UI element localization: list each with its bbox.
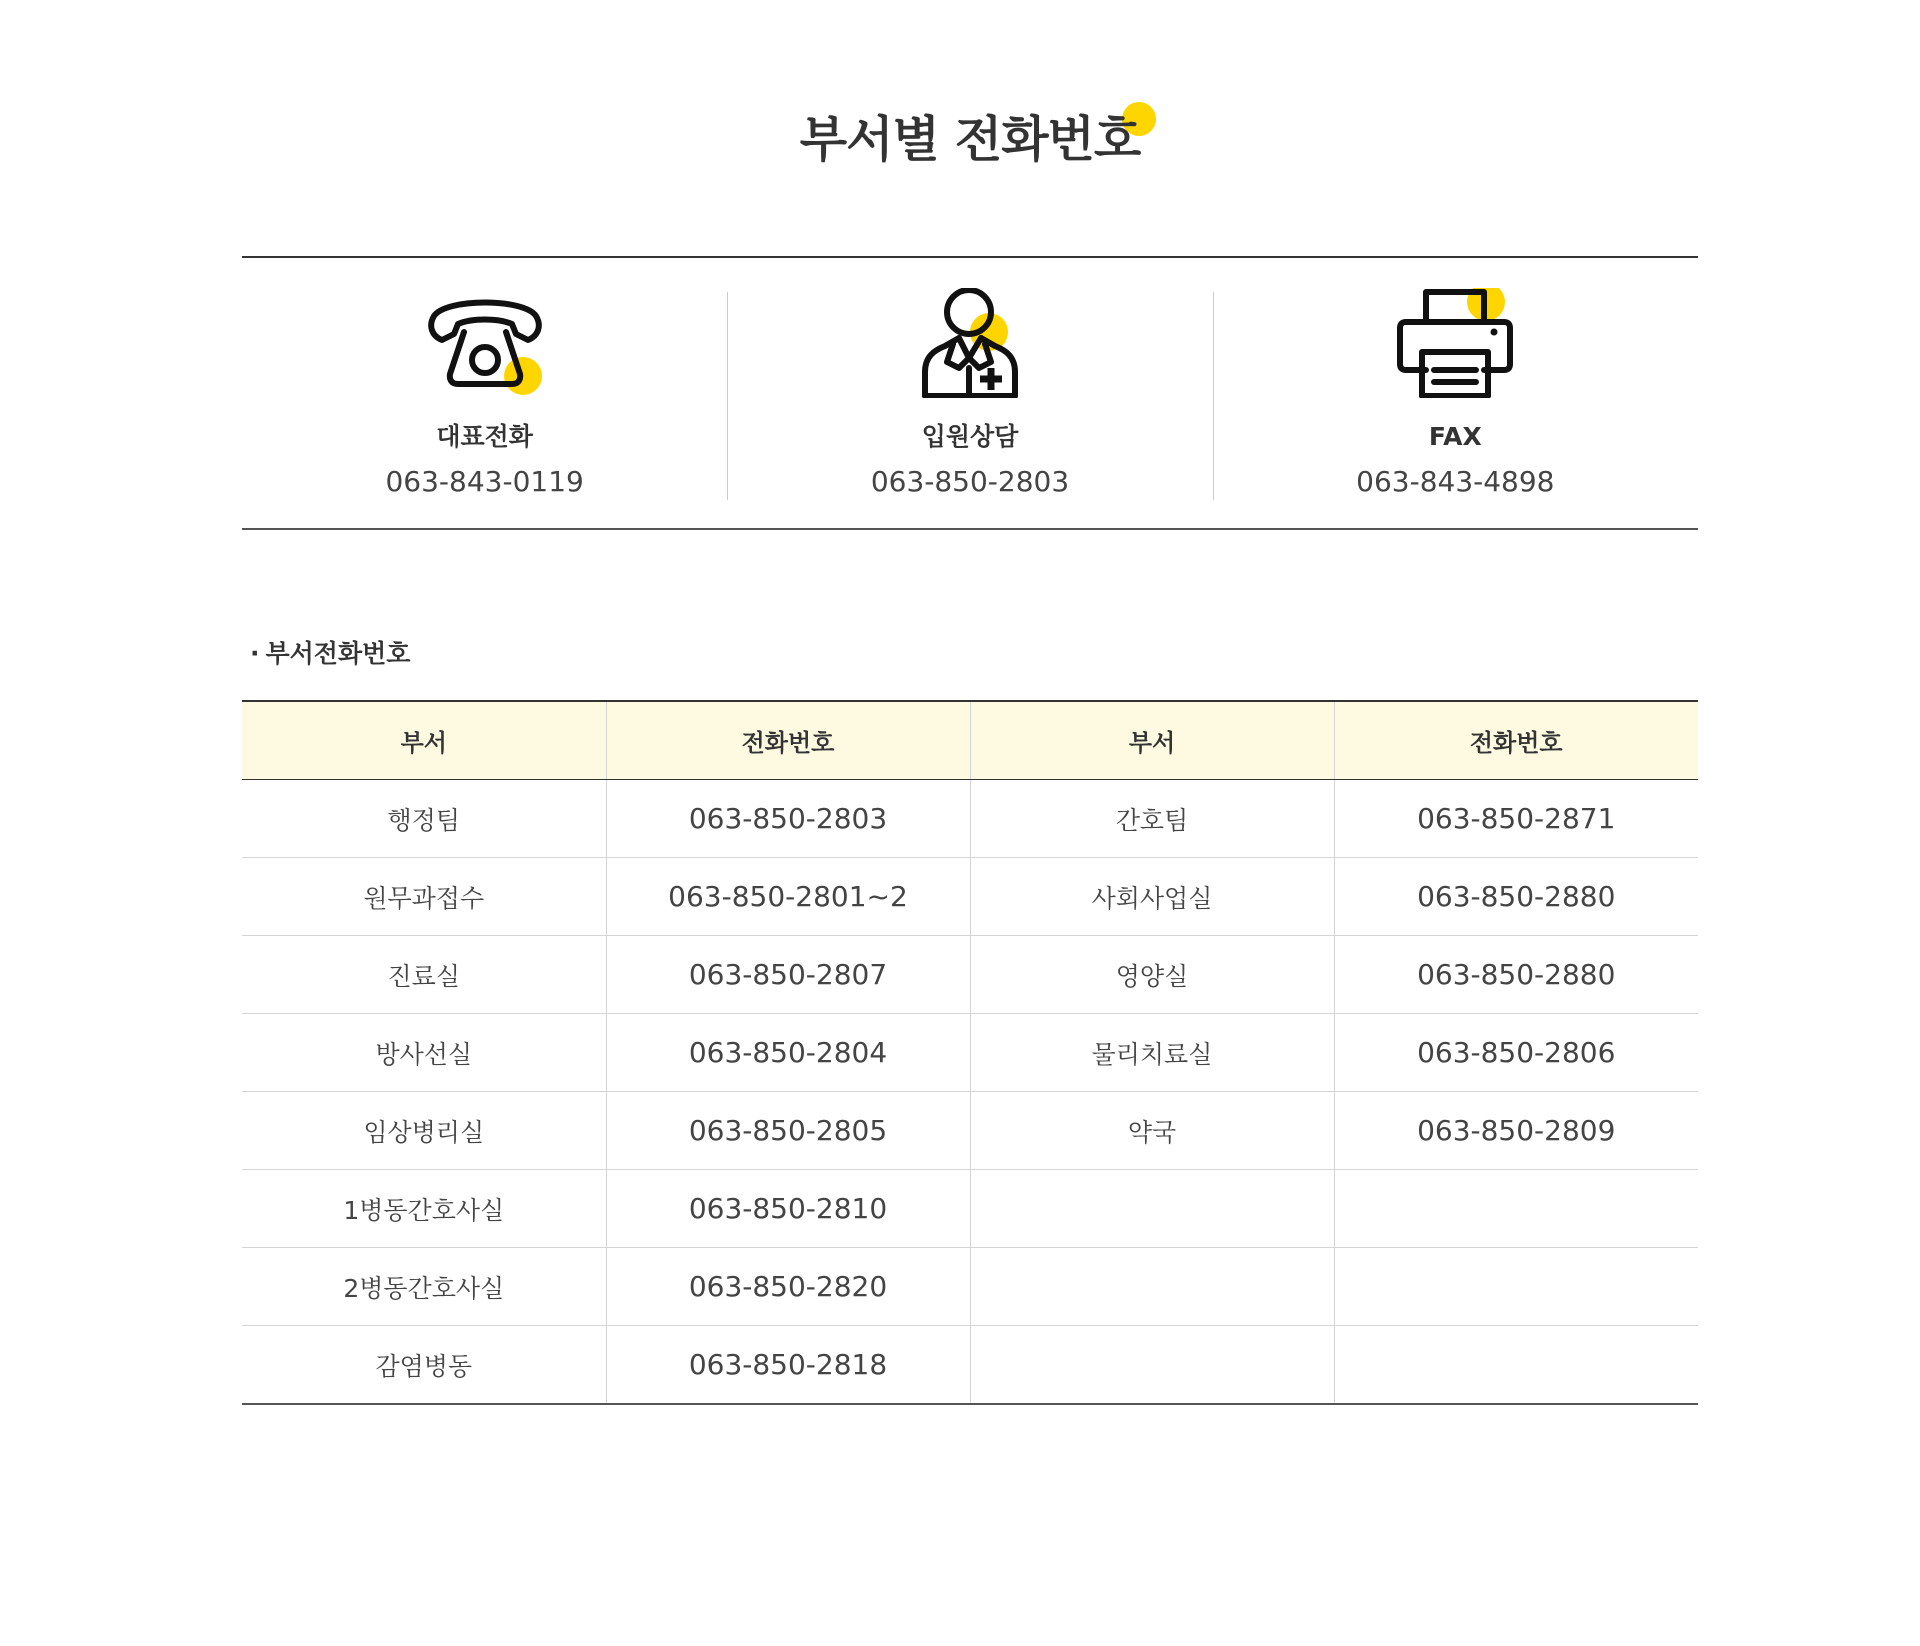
department-cell: 약국 bbox=[970, 1092, 1334, 1170]
department-cell: 2병동간호사실 bbox=[242, 1248, 606, 1326]
phone-cell[interactable]: 063-850-2806 bbox=[1334, 1014, 1698, 1092]
section-heading bbox=[250, 636, 410, 672]
department-phone-table bbox=[242, 700, 1698, 1405]
phone-cell[interactable]: 063-850-2805 bbox=[606, 1092, 970, 1170]
phone-cell[interactable]: 063-850-2820 bbox=[606, 1248, 970, 1326]
contact-fax bbox=[1213, 258, 1698, 528]
page-title bbox=[800, 100, 1140, 180]
fax-printer-icon bbox=[1390, 288, 1520, 398]
column-header-department: 부서 bbox=[242, 701, 606, 780]
table-row bbox=[242, 1014, 1698, 1092]
department-cell: 임상병리실 bbox=[242, 1092, 606, 1170]
phone-cell[interactable]: 063-850-2810 bbox=[606, 1170, 970, 1248]
telephone-icon bbox=[420, 288, 550, 398]
empty-cell bbox=[1334, 1326, 1698, 1405]
contact-main-phone bbox=[242, 258, 727, 528]
phone-cell[interactable]: 063-850-2803 bbox=[606, 780, 970, 858]
department-cell: 사회사업실 bbox=[970, 858, 1334, 936]
empty-cell bbox=[970, 1248, 1334, 1326]
doctor-icon bbox=[905, 288, 1035, 398]
empty-cell bbox=[1334, 1248, 1698, 1326]
section-heading-text: 부서전화번호 bbox=[265, 639, 411, 668]
phone-cell[interactable]: 063-850-2871 bbox=[1334, 780, 1698, 858]
department-cell: 원무과접수 bbox=[242, 858, 606, 936]
column-header-phone: 전화번호 bbox=[1334, 701, 1698, 780]
department-cell: 물리치료실 bbox=[970, 1014, 1334, 1092]
table-row bbox=[242, 1326, 1698, 1405]
phone-cell[interactable]: 063-850-2804 bbox=[606, 1014, 970, 1092]
contact-label: FAX bbox=[1428, 422, 1482, 451]
bullet-icon: · bbox=[250, 639, 260, 668]
column-header-phone: 전화번호 bbox=[606, 701, 970, 780]
contact-phone[interactable]: 063-843-4898 bbox=[1356, 465, 1555, 498]
phone-cell[interactable]: 063-850-2801~2 bbox=[606, 858, 970, 936]
contact-admission bbox=[727, 258, 1212, 528]
contact-label: 입원상담 bbox=[921, 422, 1019, 451]
table-row bbox=[242, 858, 1698, 936]
table-row bbox=[242, 936, 1698, 1014]
phone-cell[interactable]: 063-850-2880 bbox=[1334, 936, 1698, 1014]
table-row bbox=[242, 780, 1698, 858]
phone-cell[interactable]: 063-850-2880 bbox=[1334, 858, 1698, 936]
department-cell: 행정팀 bbox=[242, 780, 606, 858]
contact-label: 대표전화 bbox=[436, 422, 533, 451]
empty-cell bbox=[970, 1170, 1334, 1248]
page-title-area bbox=[242, 100, 1698, 180]
department-cell: 진료실 bbox=[242, 936, 606, 1014]
phone-cell[interactable]: 063-850-2807 bbox=[606, 936, 970, 1014]
column-header-department: 부서 bbox=[970, 701, 1334, 780]
phone-cell[interactable]: 063-850-2818 bbox=[606, 1326, 970, 1405]
department-cell: 1병동간호사실 bbox=[242, 1170, 606, 1248]
table-row bbox=[242, 1170, 1698, 1248]
table-header-row bbox=[242, 701, 1698, 780]
phone-cell[interactable]: 063-850-2809 bbox=[1334, 1092, 1698, 1170]
department-cell: 방사선실 bbox=[242, 1014, 606, 1092]
contact-phone[interactable]: 063-850-2803 bbox=[870, 465, 1070, 498]
department-cell: 감염병동 bbox=[242, 1326, 606, 1405]
main-contacts bbox=[242, 256, 1698, 530]
empty-cell bbox=[970, 1326, 1334, 1405]
department-cell: 간호팀 bbox=[970, 780, 1334, 858]
department-cell: 영양실 bbox=[970, 936, 1334, 1014]
table-row bbox=[242, 1092, 1698, 1170]
page-title-text: 부서별 전화번호 bbox=[799, 111, 1141, 168]
table-row bbox=[242, 1248, 1698, 1326]
empty-cell bbox=[1334, 1170, 1698, 1248]
contact-phone[interactable]: 063-843-0119 bbox=[385, 465, 584, 498]
